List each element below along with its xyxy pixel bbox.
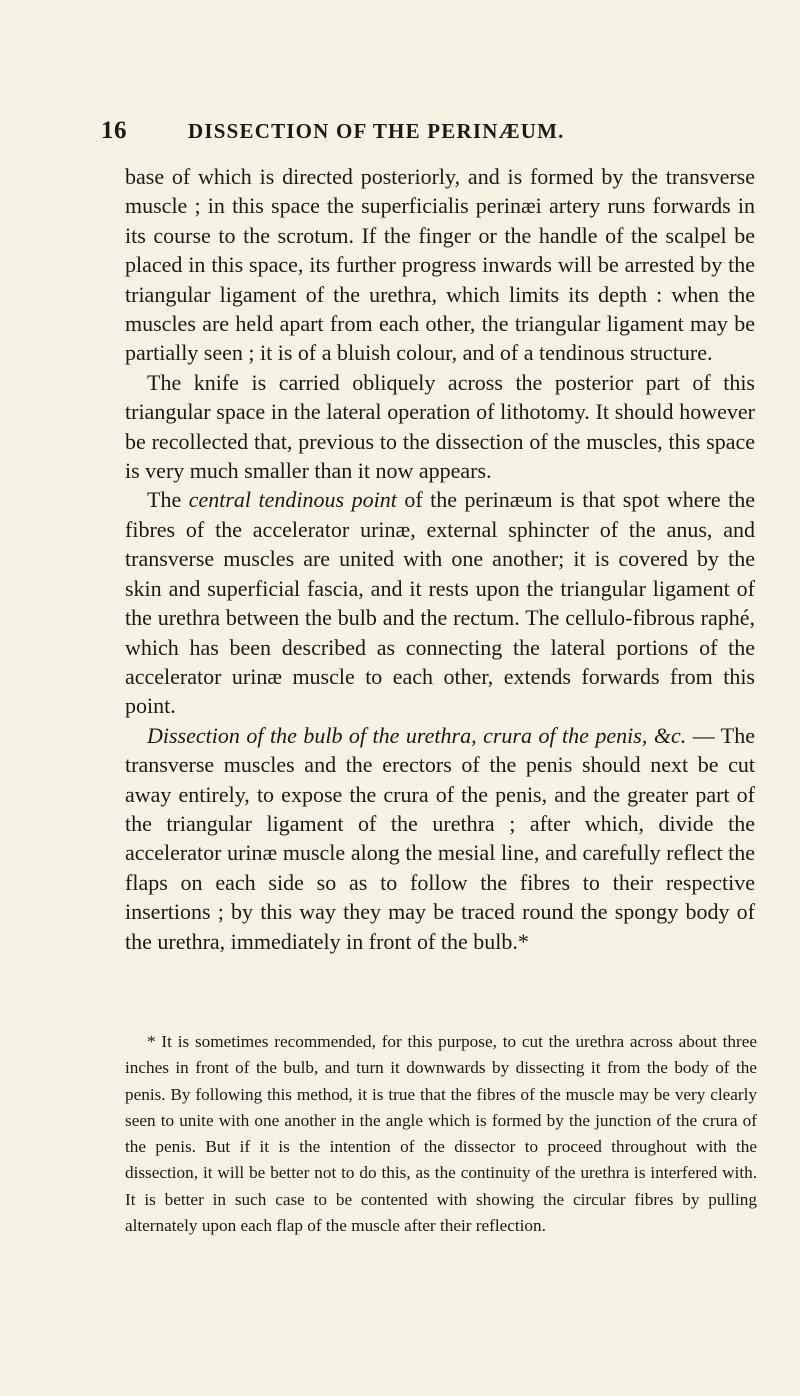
paragraph-2: The knife is carried obliquely across the posterior part of this triangular space in the lateral operation of lithotomy. It should however be recollected that, previous to the dissection of the muscles, this space is very much smaller than it now appears.: [125, 369, 755, 484]
running-head: DISSECTION OF THE PERINÆUM.: [188, 119, 565, 143]
paragraph-1: base of which is directed posteriorly, and is formed by the transverse muscle ; in this space the superficialis perinæi artery runs forwards in its course to the scrotum. If the finger or the handle of the scalpel be placed in this space, its further progress inwards will be arrested by the triangular ligament of the urethra, which limits its depth : when the muscles are held apart from each other, the triangular ligament may be partially seen ; it is of a bluish colour, and of a tendinous structure.: [125, 164, 755, 366]
paragraph-3-emphasis: central tendinous point: [188, 487, 397, 513]
paragraph-3: [125, 485, 755, 720]
footnote: * It is sometimes recommended, for this purpose, to cut the urethra across about three inches in front of the bulb, and turn it downwards by dissecting it from the body of the penis. By following this method, it is true that the fibres of the muscle may be very clearly seen to unite with one another in the angle which is formed by the junction of the crura of the penis. But if it is the intention of the dissector to proceed throughout with the dissection, it will be better not to do this, as the continuity of the urethra is interfered with. It is better in such case to be contented with showing the circular fibres by pulling alternately upon each flap of the muscle after their reflection.: [125, 1032, 757, 1236]
paragraph-3-text: of the perinæum is that spot where the fibres of the accelerator urinæ, external sphincter of the anus, and transverse muscles are united with one another; it is covered by the skin and superficial fascia, and it rests upon the triangular ligament of the urethra between the bulb and the rectum. The cellulo-fibrous raphé, which has been described as connecting the lateral portions of the accelerator urinæ muscle to each other, extends forwards from this point.: [125, 487, 756, 719]
section-heading-dissection-of-bulb: Dissection of the bulb of the urethra, crura of the penis, &c.: [147, 722, 687, 748]
paragraph-4-text: — The transverse muscles and the erectors of the penis should next be cut away entirely, to expose the crura of the penis, and the greater part of the triangular ligament of the urethra ; after which, divide the accelerator urinæ muscle along the mesial line, and carefully reflect the flaps on each side so as to follow the fibres to their respective insertions ; by this way they may be traced round the spongy body of the urethra, immediately in front of the bulb.*: [125, 722, 756, 954]
body-text: [125, 162, 755, 956]
page-number: 16: [101, 117, 127, 144]
paragraph-4: [125, 721, 755, 956]
page-header: [0, 117, 800, 147]
paragraph-3-lead: The: [147, 487, 182, 513]
